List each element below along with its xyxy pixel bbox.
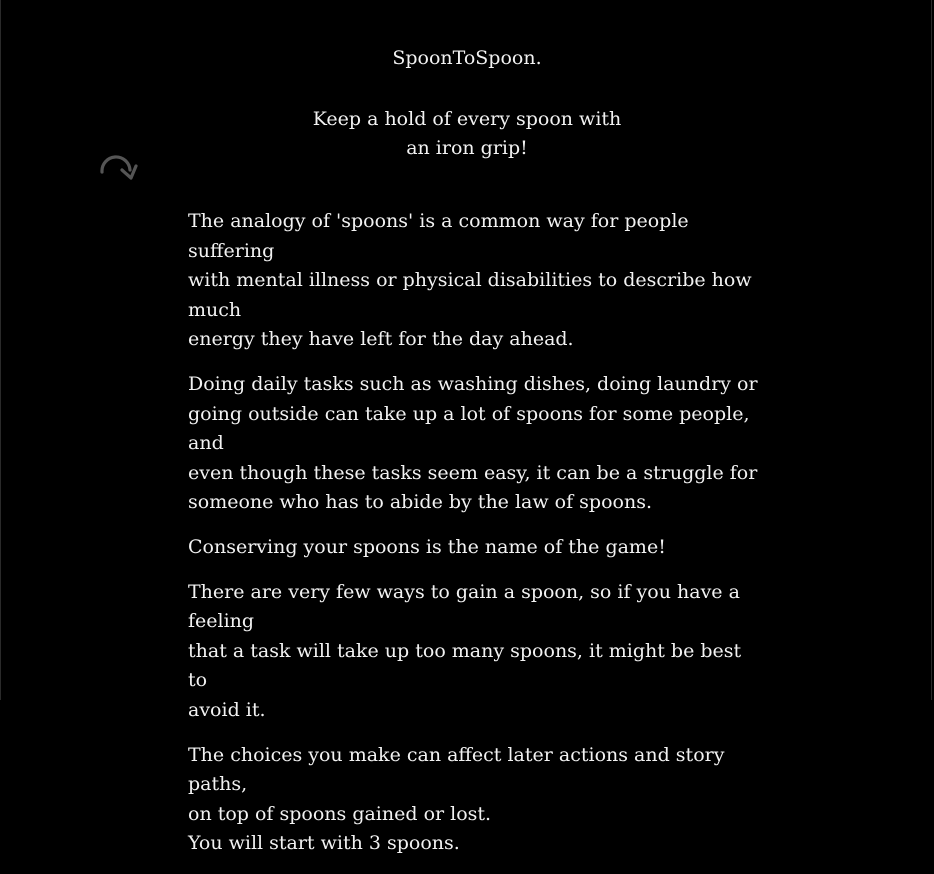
story-line: avoid it. — [188, 698, 266, 721]
story-line: on top of spoons gained or lost. — [188, 802, 492, 825]
story-text — [188, 207, 763, 874]
story-line: Conserving your spoons is the name of the game! — [188, 535, 666, 558]
story-line: There are very few ways to gain a spoon, so if you have a feeling — [188, 580, 740, 633]
story-line: even though these tasks seem easy, it can be a struggle for — [188, 461, 758, 484]
story-line: Doing daily tasks such as washing dishes, doing laundry or — [188, 372, 758, 395]
story-line: that a task will take up too many spoons, it might be best to — [188, 639, 742, 692]
story-line: going outside can take up a lot of spoons for some people, and — [188, 402, 750, 455]
game-subtitle — [0, 105, 934, 163]
story-paragraph — [188, 578, 763, 726]
story-paragraph — [188, 741, 763, 859]
story-line: You will start with 3 spoons. — [188, 832, 460, 855]
subtitle-line: an iron grip! — [406, 137, 528, 159]
story-line: The analogy of 'spoons' is a common way for people suffering — [188, 210, 689, 262]
story-line: energy they have left for the day ahead. — [188, 328, 574, 351]
story-line: The choices you make can affect later actions and story paths, — [188, 743, 725, 796]
story-paragraph — [188, 533, 763, 563]
restart-arrow-icon[interactable] — [98, 150, 138, 184]
subtitle-line: Keep a hold of every spoon with — [312, 108, 622, 130]
story-paragraph — [188, 370, 763, 518]
game-title: SpoonToSpoon. — [392, 47, 542, 69]
story-line: with mental illness or physical disabilities to describe how much — [188, 269, 752, 321]
story-paragraph — [188, 207, 763, 355]
story-line: someone who has to abide by the law of spoons. — [188, 491, 652, 514]
